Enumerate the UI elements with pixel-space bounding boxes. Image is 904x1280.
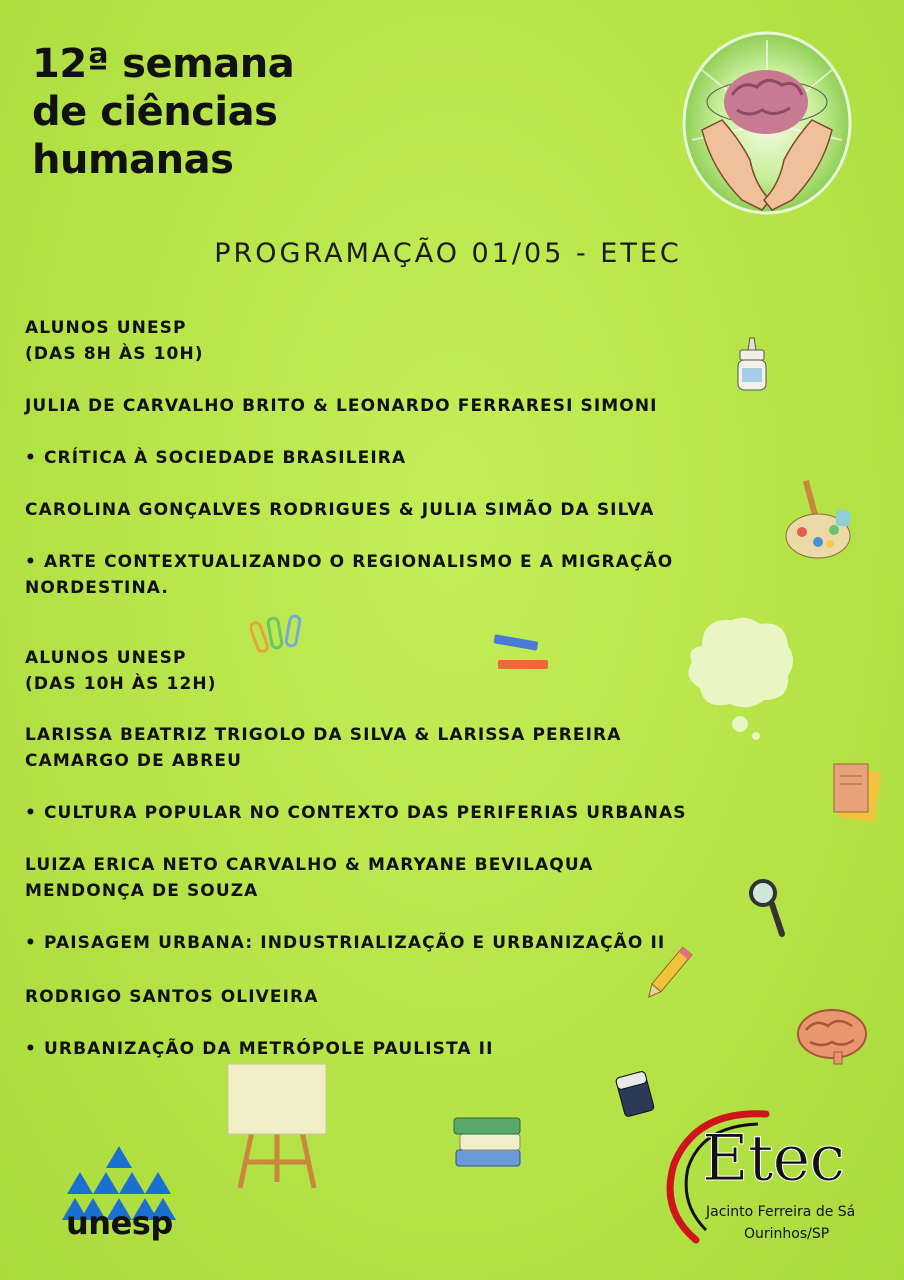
presenters-continued: CAMARGO DE ABREU bbox=[25, 751, 242, 771]
presenters: JULIA DE CARVALHO BRITO & LEONARDO FERRARESI SIMONI bbox=[25, 396, 658, 416]
talk-topic-continued: NORDESTINA. bbox=[25, 578, 169, 598]
etec-city: Ourinhos/SP bbox=[744, 1226, 830, 1242]
etec-wordmark: Etec bbox=[702, 1122, 845, 1196]
title-line-3: humanas bbox=[32, 137, 234, 183]
easel-icon bbox=[224, 1062, 330, 1190]
session-header: ALUNOS UNESP bbox=[25, 648, 187, 668]
talk-topic: • CRÍTICA À SOCIEDADE BRASILEIRA bbox=[25, 448, 407, 468]
notebooks-icon bbox=[830, 762, 882, 824]
brain-icon bbox=[794, 1004, 870, 1066]
session-time: (DAS 8H ÀS 10H) bbox=[25, 344, 204, 364]
thought-bubble-icon bbox=[682, 616, 794, 740]
session-time: (DAS 10H ÀS 12H) bbox=[25, 674, 217, 694]
presenters: LUIZA ERICA NETO CARVALHO & MARYANE BEVILAQUA bbox=[25, 855, 594, 875]
magnifying-glass-icon bbox=[746, 876, 786, 938]
presenters: RODRIGO SANTOS OLIVEIRA bbox=[25, 987, 319, 1007]
talk-topic: • ARTE CONTEXTUALIZANDO O REGIONALISMO E A MIGRAÇÃO bbox=[25, 552, 674, 572]
eraser-icon bbox=[612, 1068, 658, 1120]
talk-topic: • URBANIZAÇÃO DA METRÓPOLE PAULISTA II bbox=[25, 1039, 494, 1059]
unesp-wordmark: unesp bbox=[66, 1204, 173, 1242]
presenters: CAROLINA GONÇALVES RODRIGUES & JULIA SIMÃO DA SILVA bbox=[25, 500, 655, 520]
event-title bbox=[32, 40, 294, 184]
title-line-2: de ciências bbox=[32, 89, 278, 135]
title-line-1: 12ª semana bbox=[32, 41, 295, 87]
glue-bottle-icon bbox=[730, 336, 774, 394]
paint-palette-icon bbox=[782, 480, 854, 564]
books-icon bbox=[452, 1112, 524, 1172]
crayons-icon bbox=[490, 632, 552, 676]
talk-topic: • PAISAGEM URBANA: INDUSTRIALIZAÇÃO E URBANIZAÇÃO II bbox=[25, 933, 666, 953]
pencil-icon bbox=[640, 942, 696, 1006]
program-subtitle: PROGRAMAÇÃO 01/05 - ETEC bbox=[214, 238, 682, 269]
talk-topic: • CULTURA POPULAR NO CONTEXTO DAS PERIFERIAS URBANAS bbox=[25, 803, 687, 823]
etec-logo bbox=[666, 1108, 886, 1258]
paper-clips-icon bbox=[250, 612, 306, 662]
session-header: ALUNOS UNESP bbox=[25, 318, 187, 338]
presenters: LARISSA BEATRIZ TRIGOLO DA SILVA & LARISSA PEREIRA bbox=[25, 725, 622, 745]
etec-school-name: Jacinto Ferreira de Sá bbox=[706, 1204, 856, 1220]
brain-hands-logo-icon bbox=[682, 30, 852, 216]
presenters-continued: MENDONÇA DE SOUZA bbox=[25, 881, 259, 901]
